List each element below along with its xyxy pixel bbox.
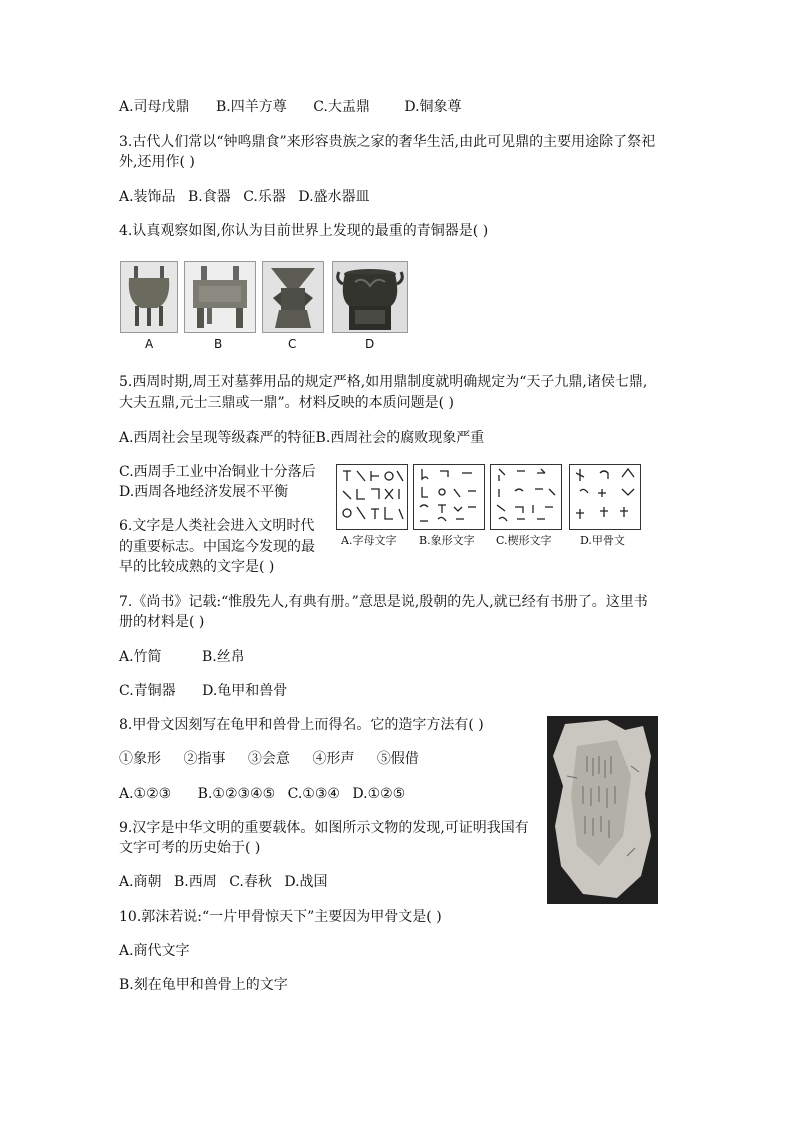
script-panel-alphabet (336, 464, 408, 530)
q9-option-c[interactable]: C.春秋 (229, 874, 272, 890)
q2-options (119, 97, 480, 117)
q6-stem-line3: 早的比较成熟的文字是( ) (119, 559, 275, 575)
q6-stem-line2: 的重要标志。中国迄今发现的最 (119, 539, 315, 555)
script-caption-b: B.象形文字 (419, 534, 475, 547)
q8-options (119, 784, 423, 804)
bronze-image-d (332, 261, 408, 333)
q8-method-5: ⑤假借 (376, 751, 419, 767)
bronze-image-a (120, 261, 178, 333)
q2-option-a[interactable]: A.司母戊鼎 (119, 99, 190, 115)
figure-caption-b: B (214, 337, 223, 351)
bronze-image-b (184, 261, 256, 333)
q8-option-d[interactable]: D.①②⑤ (352, 786, 406, 802)
q6-stem-line1: 6.文字是人类社会进入文明时代 (119, 518, 315, 534)
oracle-bone-photo (547, 716, 658, 904)
q10-option-a[interactable]: A.商代文字 (119, 943, 190, 959)
q3-option-c[interactable]: C.乐器 (243, 189, 286, 205)
q8-method-1: ①象形 (119, 751, 161, 767)
q9-option-a[interactable]: A.商朝 (119, 874, 162, 890)
q4-stem: 4.认真观察如图,你认为目前世界上发现的最重的青铜器是( ) (119, 223, 489, 239)
script-panel-oracle-bone (569, 464, 641, 530)
q5-stem-line1: 5.西周时期,周王对墓葬用品的规定严格,如用鼎制度就明确规定为“天子九鼎,诸侯七鼎, (119, 374, 648, 390)
q7-stem-line2: 册的材料是( ) (119, 614, 205, 630)
q9-option-b[interactable]: B.西周 (174, 874, 217, 890)
q3-option-b[interactable]: B.食器 (188, 189, 231, 205)
q7-option-d[interactable]: D.龟甲和兽骨 (202, 683, 288, 699)
q8-method-2: ②指事 (183, 751, 226, 767)
q2-option-d[interactable]: D.铜象尊 (404, 99, 462, 115)
figure-caption-d: D (365, 337, 375, 351)
q7-option-b[interactable]: B.丝帛 (202, 649, 245, 665)
figure-caption-c: C (288, 337, 297, 351)
q3-option-a[interactable]: A.装饰品 (119, 189, 176, 205)
q9-stem-line2: 文字可考的历史始于( ) (119, 840, 261, 856)
q5-stem-line2: 大夫五鼎,元士三鼎或一鼎”。材料反映的本质问题是( ) (119, 395, 454, 411)
q9-option-d[interactable]: D.战国 (284, 874, 328, 890)
q5-options-ab[interactable]: A.西周社会呈现等级森严的特征B.西周社会的腐败现象严重 (119, 430, 485, 446)
q8-method-4: ④形声 (312, 751, 355, 767)
q8-option-b[interactable]: B.①②③④⑤ (197, 786, 276, 802)
q7-stem-line1: 7.《尚书》记载:“惟殷先人,有典有册。”意思是说,殷朝的先人,就已经有书册了。这里书 (119, 594, 648, 610)
q9-stem-line1: 9.汉字是中华文明的重要载体。如图所示文物的发现,可证明我国有 (119, 820, 529, 836)
script-caption-a: A.字母文字 (341, 534, 397, 547)
script-panel-hieroglyph (413, 464, 485, 530)
bronze-image-c (262, 261, 324, 333)
figure-caption-a: A (145, 337, 154, 351)
q7-option-a[interactable]: A.竹简 (119, 649, 162, 665)
script-caption-c: C.楔形文字 (496, 534, 552, 547)
q2-option-c[interactable]: C.大盂鼎 (313, 99, 370, 115)
q3-options (119, 187, 378, 207)
q10-option-b[interactable]: B.刻在龟甲和兽骨上的文字 (119, 977, 288, 993)
q10-stem: 10.郭沫若说:“一片甲骨惊天下”主要因为甲骨文是( ) (119, 909, 442, 925)
q9-options (119, 872, 346, 892)
q5-option-d[interactable]: D.西周各地经济发展不平衡 (119, 484, 289, 500)
q3-stem-line2: 外,还用作( ) (119, 154, 195, 170)
script-caption-d: D.甲骨文 (580, 534, 625, 547)
q3-stem-line1: 3.古代人们常以“钟鸣鼎食”来形容贵族之家的奢华生活,由此可见鼎的主要用途除了祭祀 (119, 134, 656, 150)
q7-options-cd (119, 681, 305, 701)
q8-option-a[interactable]: A.①②③ (119, 786, 172, 802)
q8-stem: 8.甲骨文因刻写在龟甲和兽骨上而得名。它的造字方法有( ) (119, 717, 484, 733)
q3-option-d[interactable]: D.盛水器皿 (298, 189, 370, 205)
q7-options-ab (119, 647, 263, 667)
q8-methods (119, 749, 437, 769)
q2-option-b[interactable]: B.四羊方尊 (216, 99, 287, 115)
q8-option-c[interactable]: C.①③④ (287, 786, 340, 802)
script-panel-cuneiform (490, 464, 562, 530)
q5-option-c[interactable]: C.西周手工业中冶铜业十分落后 (119, 464, 316, 480)
q8-method-3: ③会意 (247, 751, 290, 767)
q7-option-c[interactable]: C.青铜器 (119, 683, 176, 699)
